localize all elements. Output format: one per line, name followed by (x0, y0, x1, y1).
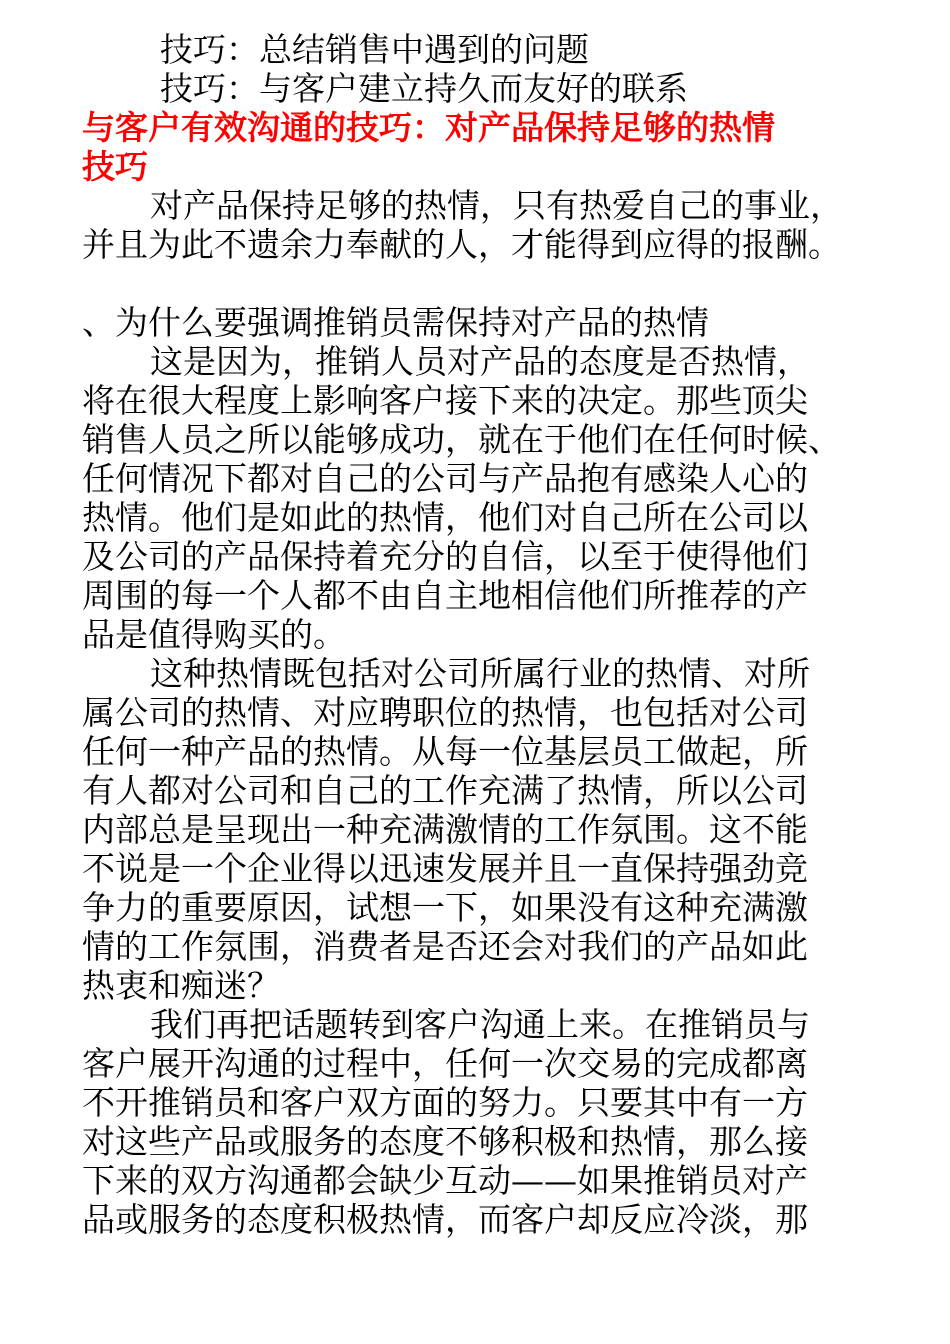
paragraph-line: 任何情况下都对自己的公司与产品抱有感染人心的 (82, 459, 808, 498)
section-heading-continued: 技巧 (82, 147, 148, 186)
paragraph-line: 不说是一个企业得以迅速发展并且一直保持强劲竞 (82, 849, 808, 888)
paragraph-line: 热衷和痴迷？ (82, 966, 280, 1005)
paragraph-line: 客户展开沟通的过程中，任何一次交易的完成都离 (82, 1044, 808, 1083)
paragraph-line: 争力的重要原因，试想一下，如果没有这种充满激 (82, 888, 808, 927)
paragraph-line: 有人都对公司和自己的工作充满了热情，所以公司 (82, 771, 808, 810)
section-heading: 与客户有效沟通的技巧：对产品保持足够的热情 (82, 108, 775, 147)
intro-line: 对产品保持足够的热情，只有热爱自己的事业， (150, 186, 843, 225)
paragraph-line: 这种热情既包括对公司所属行业的热情、对所 (150, 654, 810, 693)
intro-line: 并且为此不遗余力奉献的人，才能得到应得的报酬。 (82, 225, 841, 264)
paragraph-line: 品是值得购买的。 (82, 615, 346, 654)
blank-line (82, 264, 872, 303)
paragraph-line: 对这些产品或服务的态度不够积极和热情，那么接 (82, 1122, 808, 1161)
paragraph-line: 内部总是呈现出一种充满激情的工作氛围。这不能 (82, 810, 808, 849)
paragraph-line: 不开推销员和客户双方面的努力。只要其中有一方 (82, 1083, 808, 1122)
paragraph-line: 情的工作氛围，消费者是否还会对我们的产品如此 (82, 927, 808, 966)
paragraph-line: 销售人员之所以能够成功，就在于他们在任何时候、 (82, 420, 841, 459)
paragraph-line: 任何一种产品的热情。从每一位基层员工做起，所 (82, 732, 808, 771)
paragraph-line: 周围的每一个人都不由自主地相信他们所推荐的产 (82, 576, 808, 615)
paragraph-line: 我们再把话题转到客户沟通上来。在推销员与 (150, 1005, 810, 1044)
paragraph-line: 及公司的产品保持着充分的自信，以至于使得他们 (82, 537, 808, 576)
subsection-title: 、为什么要强调推销员需保持对产品的热情 (82, 303, 709, 342)
paragraph-line: 热情。他们是如此的热情，他们对自己所在公司以 (82, 498, 808, 537)
paragraph-line: 下来的双方沟通都会缺少互动——如果推销员对产 (82, 1161, 808, 1200)
paragraph-line: 品或服务的态度积极热情，而客户却反应冷淡，那 (82, 1200, 808, 1239)
paragraph-line: 这是因为，推销人员对产品的态度是否热情， (150, 342, 810, 381)
paragraph-line: 属公司的热情、对应聘职位的热情，也包括对公司 (82, 693, 808, 732)
tip-line: 技巧：与客户建立持久而友好的联系 (160, 69, 688, 108)
tip-line: 技巧：总结销售中遇到的问题 (160, 30, 589, 69)
paragraph-line: 将在很大程度上影响客户接下来的决定。那些顶尖 (82, 381, 808, 420)
document-body (82, 30, 872, 1239)
